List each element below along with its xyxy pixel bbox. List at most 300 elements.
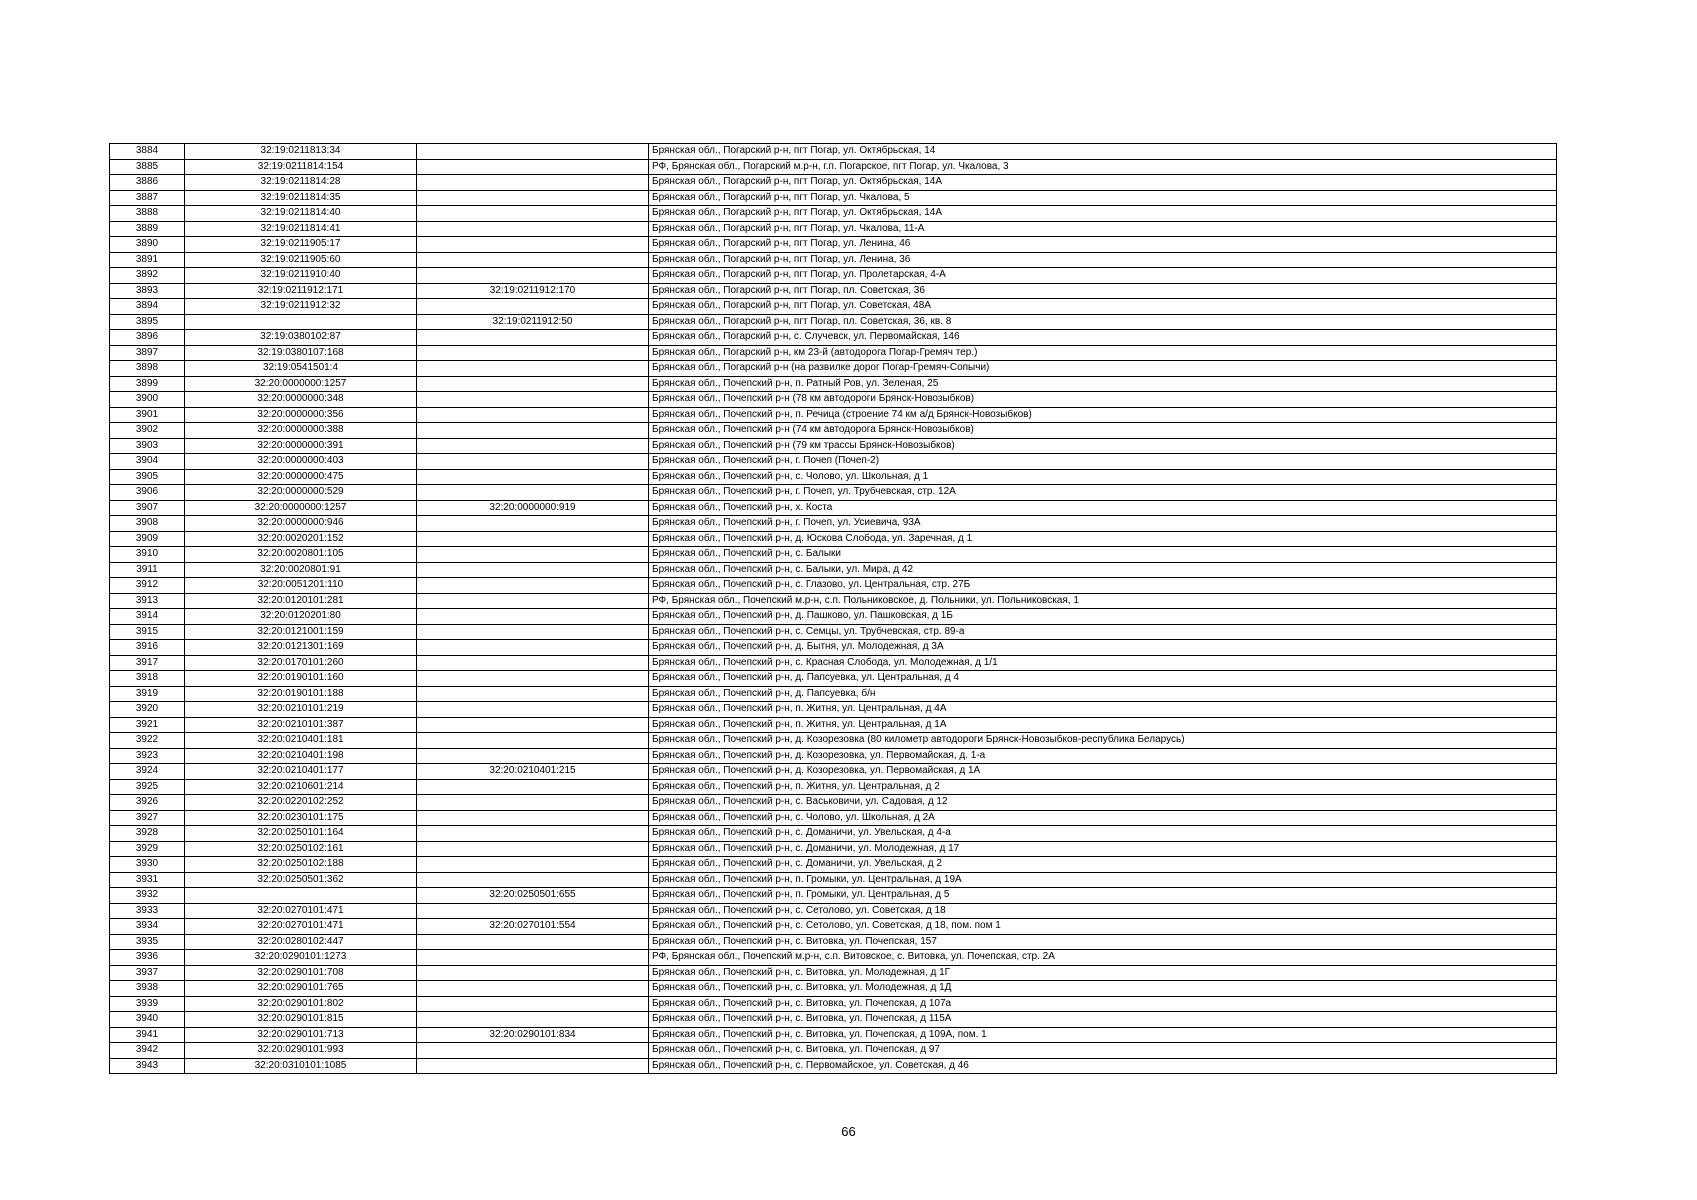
table-row [110,934,1557,950]
related-cadastral-number-cell [417,345,649,361]
related-cadastral-number-cell: 32:20:0290101:834 [417,1027,649,1043]
address-cell: Брянская обл., Почепский р-н, с. Витовка, ул. Почепская, д 107а [649,996,1557,1012]
related-cadastral-number-cell [417,299,649,315]
address-cell: Брянская обл., Почепский р-н, п. Житня, ул. Центральная, д 4А [649,702,1557,718]
cadastral-number-cell: 32:19:0211814:28 [185,175,417,191]
cadastral-number-cell: 32:20:0020801:105 [185,547,417,563]
address-cell: Брянская обл., Погарский р-н, пгт Погар, пл. Советская, 36 [649,283,1557,299]
related-cadastral-number-cell [417,547,649,563]
table-row [110,175,1557,191]
table-row [110,361,1557,377]
address-cell: Брянская обл., Почепский р-н, д. Пашково, ул. Пашковская, д 1Б [649,609,1557,625]
address-cell: Брянская обл., Погарский р-н, км 23-й (автодорога Погар-Гремяч тер.) [649,345,1557,361]
address-cell: Брянская обл., Погарский р-н, пгт Погар, ул. Ленина, 46 [649,237,1557,253]
address-cell: РФ, Брянская обл., Почепский м.р-н, с.п. Витовское, с. Витовка, ул. Почепская, стр. 2А [649,950,1557,966]
address-cell: Брянская обл., Почепский р-н, с. Доманичи, ул. Молодежная, д 17 [649,841,1557,857]
cadastral-number-cell: 32:20:0000000:946 [185,516,417,532]
cadastral-number-cell: 32:19:0380107:168 [185,345,417,361]
related-cadastral-number-cell [417,671,649,687]
address-cell: Брянская обл., Почепский р-н, г. Почеп, ул. Трубчевская, стр. 12А [649,485,1557,501]
address-cell: Брянская обл., Почепский р-н, п. Житня, ул. Центральная, д 2 [649,779,1557,795]
table-row [110,454,1557,470]
row-number-cell: 3887 [110,190,185,206]
table-row [110,733,1557,749]
cadastral-number-cell: 32:19:0211912:32 [185,299,417,315]
table-row [110,423,1557,439]
address-cell: Брянская обл., Почепский р-н, д. Папсуевка, б/н [649,686,1557,702]
table-row [110,919,1557,935]
row-number-cell: 3902 [110,423,185,439]
related-cadastral-number-cell [417,438,649,454]
address-cell: Брянская обл., Погарский р-н, пгт Погар, ул. Октябрьская, 14 [649,144,1557,160]
cadastral-number-cell: 32:20:0210401:198 [185,748,417,764]
cadastral-number-cell: 32:19:0211814:40 [185,206,417,222]
related-cadastral-number-cell [417,361,649,377]
address-cell: Брянская обл., Погарский р-н, пгт Погар, ул. Чкалова, 11-А [649,221,1557,237]
cadastral-number-cell: 32:20:0000000:388 [185,423,417,439]
address-cell: Брянская обл., Почепский р-н, д. Козорезовка, ул. Первомайская, д 1А [649,764,1557,780]
row-number-cell: 3933 [110,903,185,919]
table-row [110,903,1557,919]
table-row [110,299,1557,315]
table-row [110,438,1557,454]
cadastral-number-cell: 32:20:0210401:181 [185,733,417,749]
cadastral-number-cell: 32:19:0211814:154 [185,159,417,175]
address-cell: Брянская обл., Почепский р-н, с. Сетолово, ул. Советская, д 18 [649,903,1557,919]
row-number-cell: 3888 [110,206,185,222]
related-cadastral-number-cell [417,857,649,873]
address-cell: Брянская обл., Почепский р-н, с. Доманичи, ул. Увельская, д 4-а [649,826,1557,842]
table-row [110,872,1557,888]
related-cadastral-number-cell [417,407,649,423]
cadastral-number-cell: 32:20:0210401:177 [185,764,417,780]
row-number-cell: 3907 [110,500,185,516]
table-row [110,965,1557,981]
table-row [110,531,1557,547]
table-row [110,671,1557,687]
cadastral-number-cell: 32:19:0211910:40 [185,268,417,284]
row-number-cell: 3920 [110,702,185,718]
cadastral-number-cell: 32:20:0290101:802 [185,996,417,1012]
row-number-cell: 3929 [110,841,185,857]
table-row [110,345,1557,361]
row-number-cell: 3924 [110,764,185,780]
row-number-cell: 3910 [110,547,185,563]
table-row [110,516,1557,532]
table-row [110,748,1557,764]
row-number-cell: 3908 [110,516,185,532]
address-cell: Брянская обл., Почепский р-н, с. Витовка, ул. Почепская, д 109А, пом. 1 [649,1027,1557,1043]
row-number-cell: 3886 [110,175,185,191]
related-cadastral-number-cell [417,795,649,811]
related-cadastral-number-cell [417,562,649,578]
address-cell: Брянская обл., Погарский р-н (на развилке дорог Погар-Гремяч-Сопычи) [649,361,1557,377]
related-cadastral-number-cell [417,872,649,888]
table-row [110,764,1557,780]
cadastral-number-cell: 32:20:0210101:387 [185,717,417,733]
address-cell: Брянская обл., Погарский р-н, пгт Погар, ул. Советская, 48А [649,299,1557,315]
table-row [110,1012,1557,1028]
address-cell: Брянская обл., Погарский р-н, пгт Погар, ул. Октябрьская, 14А [649,175,1557,191]
address-cell: Брянская обл., Почепский р-н (79 км трассы Брянск-Новозыбков) [649,438,1557,454]
address-cell: Брянская обл., Почепский р-н, с. Чолово, ул. Школьная, д 1 [649,469,1557,485]
related-cadastral-number-cell [417,950,649,966]
table-row [110,221,1557,237]
table-row [110,469,1557,485]
address-cell: Брянская обл., Погарский р-н, пгт Погар, пл. Советская, 36, кв. 8 [649,314,1557,330]
table-row [110,159,1557,175]
address-cell: Брянская обл., Почепский р-н, с. Глазово, ул. Центральная, стр. 27Б [649,578,1557,594]
related-cadastral-number-cell: 32:19:0211912:170 [417,283,649,299]
address-cell: Брянская обл., Погарский р-н, пгт Погар, ул. Пролетарская, 4-А [649,268,1557,284]
related-cadastral-number-cell [417,237,649,253]
row-number-cell: 3925 [110,779,185,795]
address-cell: Брянская обл., Почепский р-н, г. Почеп, ул. Усиевича, 93А [649,516,1557,532]
cadastral-number-cell: 32:20:0310101:1085 [185,1058,417,1074]
table-row [110,330,1557,346]
table-row [110,996,1557,1012]
table-row [110,981,1557,997]
row-number-cell: 3913 [110,593,185,609]
cadastral-number-cell: 32:20:0020201:152 [185,531,417,547]
table-row [110,1027,1557,1043]
cadastral-number-cell: 32:20:0290101:708 [185,965,417,981]
table-row [110,144,1557,160]
row-number-cell: 3931 [110,872,185,888]
address-cell: РФ, Брянская обл., Почепский м.р-н, с.п. Польниковское, д. Польники, ул. Польниковская, 1 [649,593,1557,609]
table-row [110,268,1557,284]
related-cadastral-number-cell [417,903,649,919]
cadastral-number-cell: 32:19:0211905:60 [185,252,417,268]
cadastral-number-cell: 32:20:0000000:1257 [185,500,417,516]
row-number-cell: 3906 [110,485,185,501]
cadastral-number-cell: 32:20:0210101:219 [185,702,417,718]
related-cadastral-number-cell [417,733,649,749]
address-cell: Брянская обл., Почепский р-н, с. Балыки, ул. Мира, д 42 [649,562,1557,578]
related-cadastral-number-cell: 32:19:0211912:50 [417,314,649,330]
table-row [110,950,1557,966]
address-cell: Брянская обл., Почепский р-н, д. Бытня, ул. Молодежная, д 3А [649,640,1557,656]
table-row [110,562,1557,578]
row-number-cell: 3916 [110,640,185,656]
table-row [110,810,1557,826]
address-cell: Брянская обл., Почепский р-н, с. Балыки [649,547,1557,563]
related-cadastral-number-cell [417,965,649,981]
address-cell: Брянская обл., Почепский р-н (78 км автодороги Брянск-Новозыбков) [649,392,1557,408]
related-cadastral-number-cell [417,516,649,532]
related-cadastral-number-cell [417,934,649,950]
address-cell: Брянская обл., Почепский р-н, с. Сетолово, ул. Советская, д 18, пом. пом 1 [649,919,1557,935]
cadastral-number-cell: 32:20:0000000:348 [185,392,417,408]
cadastral-number-cell: 32:20:0250102:161 [185,841,417,857]
row-number-cell: 3895 [110,314,185,330]
cadastral-number-cell: 32:19:0211814:35 [185,190,417,206]
row-number-cell: 3905 [110,469,185,485]
related-cadastral-number-cell [417,981,649,997]
cadastral-number-cell: 32:19:0541501:4 [185,361,417,377]
cadastral-number-cell: 32:20:0270101:471 [185,919,417,935]
address-cell: Брянская обл., Почепский р-н, с. Красная Слобода, ул. Молодежная, д 1/1 [649,655,1557,671]
address-cell: Брянская обл., Почепский р-н, п. Ратный Ров, ул. Зеленая, 25 [649,376,1557,392]
cadastral-number-cell: 32:20:0290101:993 [185,1043,417,1059]
row-number-cell: 3932 [110,888,185,904]
cadastral-number-cell [185,314,417,330]
related-cadastral-number-cell [417,531,649,547]
row-number-cell: 3943 [110,1058,185,1074]
row-number-cell: 3892 [110,268,185,284]
row-number-cell: 3939 [110,996,185,1012]
related-cadastral-number-cell [417,485,649,501]
related-cadastral-number-cell [417,996,649,1012]
row-number-cell: 3940 [110,1012,185,1028]
address-cell: Брянская обл., Почепский р-н, х. Коста [649,500,1557,516]
related-cadastral-number-cell [417,268,649,284]
cadastral-number-cell: 32:19:0211813:34 [185,144,417,160]
row-number-cell: 3898 [110,361,185,377]
related-cadastral-number-cell [417,392,649,408]
row-number-cell: 3894 [110,299,185,315]
address-cell: Брянская обл., Почепский р-н, с. Витовка, ул. Молодежная, д 1Г [649,965,1557,981]
address-cell: Брянская обл., Почепский р-н, д. Папсуевка, ул. Центральная, д 4 [649,671,1557,687]
address-cell: Брянская обл., Почепский р-н, п. Громыки, ул. Центральная, д 5 [649,888,1557,904]
cadastral-number-cell: 32:20:0020801:91 [185,562,417,578]
cadastral-number-cell: 32:20:0120201:80 [185,609,417,625]
cadastral-number-cell: 32:20:0250501:362 [185,872,417,888]
related-cadastral-number-cell: 32:20:0270101:554 [417,919,649,935]
related-cadastral-number-cell [417,144,649,160]
row-number-cell: 3891 [110,252,185,268]
row-number-cell: 3928 [110,826,185,842]
address-cell: Брянская обл., Почепский р-н, п. Речица (строение 74 км а/д Брянск-Новозыбков) [649,407,1557,423]
registry-table-body [110,144,1557,1074]
cadastral-number-cell: 32:20:0000000:391 [185,438,417,454]
address-cell: Брянская обл., Почепский р-н, с. Семцы, ул. Трубчевская, стр. 89-а [649,624,1557,640]
address-cell: Брянская обл., Погарский р-н, пгт Погар, ул. Октябрьская, 14А [649,206,1557,222]
row-number-cell: 3909 [110,531,185,547]
address-cell: Брянская обл., Почепский р-н, с. Чолово, ул. Школьная, д 2А [649,810,1557,826]
address-cell: Брянская обл., Почепский р-н, п. Громыки, ул. Центральная, д 19А [649,872,1557,888]
table-row [110,686,1557,702]
cadastral-number-cell: 32:20:0210601:214 [185,779,417,795]
table-row [110,190,1557,206]
page-number: 66 [841,1124,856,1139]
cadastral-number-cell: 32:20:0121001:159 [185,624,417,640]
row-number-cell: 3937 [110,965,185,981]
row-number-cell: 3926 [110,795,185,811]
table-row [110,1043,1557,1059]
related-cadastral-number-cell [417,190,649,206]
row-number-cell: 3914 [110,609,185,625]
row-number-cell: 3912 [110,578,185,594]
address-cell: Брянская обл., Почепский р-н, д. Юскова Слобода, ул. Заречная, д 1 [649,531,1557,547]
address-cell: Брянская обл., Почепский р-н, с. Васьковичи, ул. Садовая, д 12 [649,795,1557,811]
cadastral-number-cell: 32:20:0000000:356 [185,407,417,423]
cadastral-number-cell [185,888,417,904]
address-cell: Брянская обл., Почепский р-н, п. Житня, ул. Центральная, д 1А [649,717,1557,733]
address-cell: Брянская обл., Почепский р-н, д. Козорезовка (80 километр автодороги Брянск-Новозыбков-республика Беларусь) [649,733,1557,749]
related-cadastral-number-cell [417,779,649,795]
related-cadastral-number-cell [417,810,649,826]
related-cadastral-number-cell [417,655,649,671]
address-cell: Брянская обл., Почепский р-н, с. Витовка, ул. Почепская, д 115А [649,1012,1557,1028]
related-cadastral-number-cell [417,376,649,392]
related-cadastral-number-cell: 32:20:0000000:919 [417,500,649,516]
related-cadastral-number-cell [417,1043,649,1059]
cadastral-number-cell: 32:20:0120101:281 [185,593,417,609]
cadastral-number-cell: 32:20:0190101:160 [185,671,417,687]
cadastral-number-cell: 32:20:0250102:188 [185,857,417,873]
related-cadastral-number-cell [417,593,649,609]
table-row [110,655,1557,671]
row-number-cell: 3938 [110,981,185,997]
related-cadastral-number-cell [417,624,649,640]
row-number-cell: 3915 [110,624,185,640]
related-cadastral-number-cell [417,469,649,485]
related-cadastral-number-cell [417,578,649,594]
row-number-cell: 3923 [110,748,185,764]
address-cell: РФ, Брянская обл., Погарский м.р-н, г.п. Погарское, пгт Погар, ул. Чкалова, 3 [649,159,1557,175]
row-number-cell: 3942 [110,1043,185,1059]
related-cadastral-number-cell [417,1058,649,1074]
row-number-cell: 3897 [110,345,185,361]
row-number-cell: 3918 [110,671,185,687]
table-row [110,206,1557,222]
row-number-cell: 3936 [110,950,185,966]
row-number-cell: 3890 [110,237,185,253]
row-number-cell: 3922 [110,733,185,749]
related-cadastral-number-cell [417,609,649,625]
related-cadastral-number-cell [417,686,649,702]
address-cell: Брянская обл., Почепский р-н, с. Витовка, ул. Почепская, 157 [649,934,1557,950]
cadastral-number-cell: 32:20:0000000:403 [185,454,417,470]
row-number-cell: 3903 [110,438,185,454]
table-row [110,485,1557,501]
table-row [110,702,1557,718]
address-cell: Брянская обл., Почепский р-н, с. Витовка, ул. Почепская, д 97 [649,1043,1557,1059]
address-cell: Брянская обл., Почепский р-н (74 км автодорога Брянск-Новозыбков) [649,423,1557,439]
cadastral-number-cell: 32:20:0250101:164 [185,826,417,842]
related-cadastral-number-cell [417,252,649,268]
row-number-cell: 3900 [110,392,185,408]
table-row [110,547,1557,563]
related-cadastral-number-cell [417,175,649,191]
table-row [110,252,1557,268]
table-row [110,857,1557,873]
cadastral-number-cell: 32:20:0121301:169 [185,640,417,656]
address-cell: Брянская обл., Почепский р-н, д. Козорезовка, ул. Первомайская, д. 1-а [649,748,1557,764]
cadastral-number-cell: 32:19:0211814:41 [185,221,417,237]
table-row [110,795,1557,811]
cadastral-number-cell: 32:20:0270101:471 [185,903,417,919]
row-number-cell: 3889 [110,221,185,237]
related-cadastral-number-cell [417,640,649,656]
related-cadastral-number-cell: 32:20:0210401:215 [417,764,649,780]
address-cell: Брянская обл., Почепский р-н, с. Витовка, ул. Молодежная, д 1Д [649,981,1557,997]
cadastral-number-cell: 32:20:0290101:765 [185,981,417,997]
related-cadastral-number-cell [417,330,649,346]
table-row [110,609,1557,625]
table-row [110,237,1557,253]
row-number-cell: 3917 [110,655,185,671]
cadastral-number-cell: 32:20:0290101:713 [185,1027,417,1043]
row-number-cell: 3885 [110,159,185,175]
table-row [110,1058,1557,1074]
related-cadastral-number-cell [417,702,649,718]
table-row [110,841,1557,857]
cadastral-number-cell: 32:20:0000000:475 [185,469,417,485]
row-number-cell: 3884 [110,144,185,160]
table-row [110,283,1557,299]
cadastral-number-cell: 32:20:0000000:1257 [185,376,417,392]
related-cadastral-number-cell [417,159,649,175]
cadastral-number-cell: 32:19:0211912:171 [185,283,417,299]
cadastral-number-cell: 32:20:0220102:252 [185,795,417,811]
cadastral-number-cell: 32:20:0290101:815 [185,1012,417,1028]
cadastral-number-cell: 32:20:0230101:175 [185,810,417,826]
table-row [110,779,1557,795]
table-row [110,888,1557,904]
row-number-cell: 3904 [110,454,185,470]
related-cadastral-number-cell [417,717,649,733]
address-cell: Брянская обл., Почепский р-н, с. Доманичи, ул. Увельская, д 2 [649,857,1557,873]
address-cell: Брянская обл., Почепский р-н, с. Первомайское, ул. Советская, д 46 [649,1058,1557,1074]
table-row [110,578,1557,594]
table-row [110,314,1557,330]
related-cadastral-number-cell [417,206,649,222]
related-cadastral-number-cell [417,748,649,764]
row-number-cell: 3934 [110,919,185,935]
address-cell: Брянская обл., Погарский р-н, пгт Погар, ул. Ленина, 36 [649,252,1557,268]
cadastral-number-cell: 32:19:0211905:17 [185,237,417,253]
row-number-cell: 3935 [110,934,185,950]
table-row [110,624,1557,640]
table-row [110,593,1557,609]
address-cell: Брянская обл., Погарский р-н, пгт Погар, ул. Чкалова, 5 [649,190,1557,206]
row-number-cell: 3896 [110,330,185,346]
table-row [110,392,1557,408]
row-number-cell: 3941 [110,1027,185,1043]
cadastral-number-cell: 32:20:0280102:447 [185,934,417,950]
cadastral-number-cell: 32:20:0170101:260 [185,655,417,671]
cadastral-number-cell: 32:20:0000000:529 [185,485,417,501]
table-row [110,500,1557,516]
row-number-cell: 3919 [110,686,185,702]
row-number-cell: 3921 [110,717,185,733]
row-number-cell: 3911 [110,562,185,578]
row-number-cell: 3893 [110,283,185,299]
table-row [110,826,1557,842]
related-cadastral-number-cell [417,423,649,439]
cadastral-number-cell: 32:20:0051201:110 [185,578,417,594]
cadastral-number-cell: 32:19:0380102:87 [185,330,417,346]
related-cadastral-number-cell [417,841,649,857]
table-row [110,407,1557,423]
row-number-cell: 3930 [110,857,185,873]
address-cell: Брянская обл., Погарский р-н, с. Случевск, ул. Первомайская, 146 [649,330,1557,346]
table-row [110,640,1557,656]
table-row [110,376,1557,392]
related-cadastral-number-cell [417,454,649,470]
cadastral-number-cell: 32:20:0290101:1273 [185,950,417,966]
related-cadastral-number-cell [417,221,649,237]
related-cadastral-number-cell [417,1012,649,1028]
related-cadastral-number-cell: 32:20:0250501:655 [417,888,649,904]
address-cell: Брянская обл., Почепский р-н, г. Почеп (Почеп-2) [649,454,1557,470]
row-number-cell: 3901 [110,407,185,423]
row-number-cell: 3899 [110,376,185,392]
related-cadastral-number-cell [417,826,649,842]
table-row [110,717,1557,733]
